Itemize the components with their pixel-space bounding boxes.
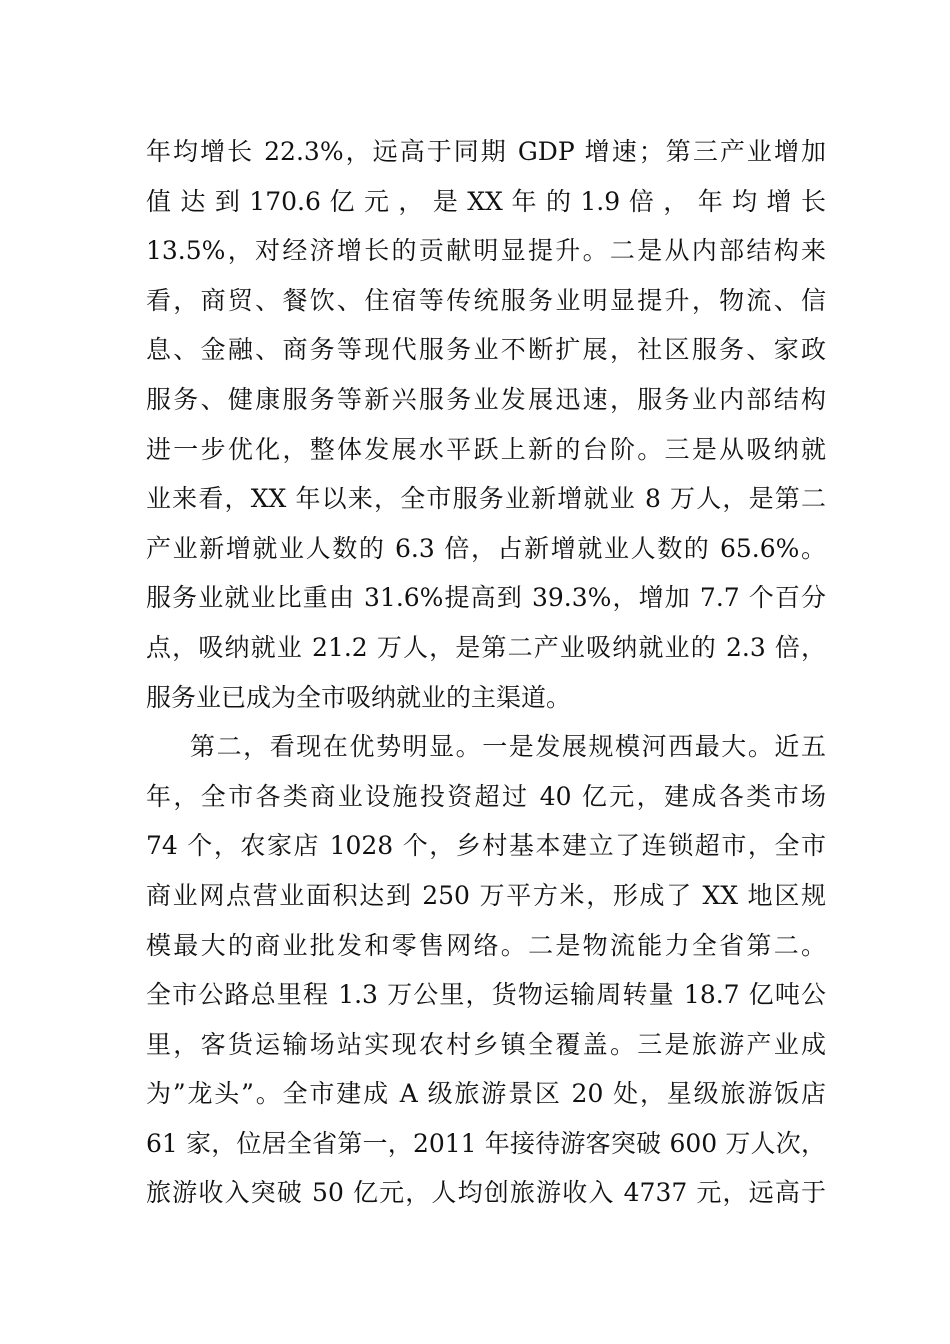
text-line: 全市公路总里程 1.3 万公里，货物运输周转量 18.7 亿吨公 — [146, 980, 826, 1010]
text-line: 商业网点营业面积达到 250 万平方米，形成了 XX 地区规 — [146, 880, 826, 910]
text-line: 旅游收入突破 50 亿元，人均创旅游收入 4737 元，远高于 — [146, 1178, 826, 1208]
paragraph-2 — [146, 722, 826, 1218]
paragraph-1 — [146, 127, 826, 722]
text-line: 息、金融、商务等现代服务业不断扩展，社区服务、家政 — [146, 335, 826, 365]
text-line: 业来看，XX 年以来，全市服务业新增就业 8 万人，是第二 — [146, 484, 826, 514]
text-line: 服务、健康服务等新兴服务业发展迅速，服务业内部结构 — [146, 384, 826, 414]
text-line: 第二，看现在优势明显。一是发展规模河西最大。近五 — [190, 732, 826, 762]
text-line: 为”龙头”。全市建成 A 级旅游景区 20 处，星级旅游饭店 — [146, 1079, 826, 1109]
text-line: 产业新增就业人数的 6.3 倍，占新增就业人数的 65.6%。 — [146, 533, 826, 563]
text-line: 值 达 到 170.6 亿 元 ， 是 XX 年 的 1.9 倍 ， 年 均 增 长 — [146, 186, 826, 216]
text-line: 里，客货运输场站实现农村乡镇全覆盖。三是旅游产业成 — [146, 1029, 826, 1059]
text-line: 年均增长 22.3%，远高于同期 GDP 增速；第三产业增加 — [146, 137, 826, 166]
text-line: 74 个，农家店 1028 个，乡村基本建立了连锁超市，全市 — [146, 831, 826, 861]
text-line: 模最大的商业批发和零售网络。二是物流能力全省第二。 — [146, 930, 826, 960]
text-line: 服务业已成为全市吸纳就业的主渠道。 — [146, 682, 572, 712]
text-line: 61 家，位居全省第一，2011 年接待游客突破 600 万人次， — [146, 1128, 826, 1158]
text-line: 13.5%，对经济增长的贡献明显提升。二是从内部结构来 — [146, 236, 826, 266]
text-line: 进一步优化，整体发展水平跃上新的台阶。三是从吸纳就 — [146, 434, 826, 464]
text-line: 点，吸纳就业 21.2 万人，是第二产业吸纳就业的 2.3 倍， — [146, 632, 826, 662]
text-line: 年，全市各类商业设施投资超过 40 亿元，建成各类市场 — [146, 781, 826, 811]
body-text — [146, 127, 826, 1218]
text-line: 服务业就业比重由 31.6%提高到 39.3%，增加 7.7 个百分 — [146, 583, 826, 613]
text-line: 看，商贸、餐饮、住宿等传统服务业明显提升，物流、信 — [146, 285, 826, 315]
